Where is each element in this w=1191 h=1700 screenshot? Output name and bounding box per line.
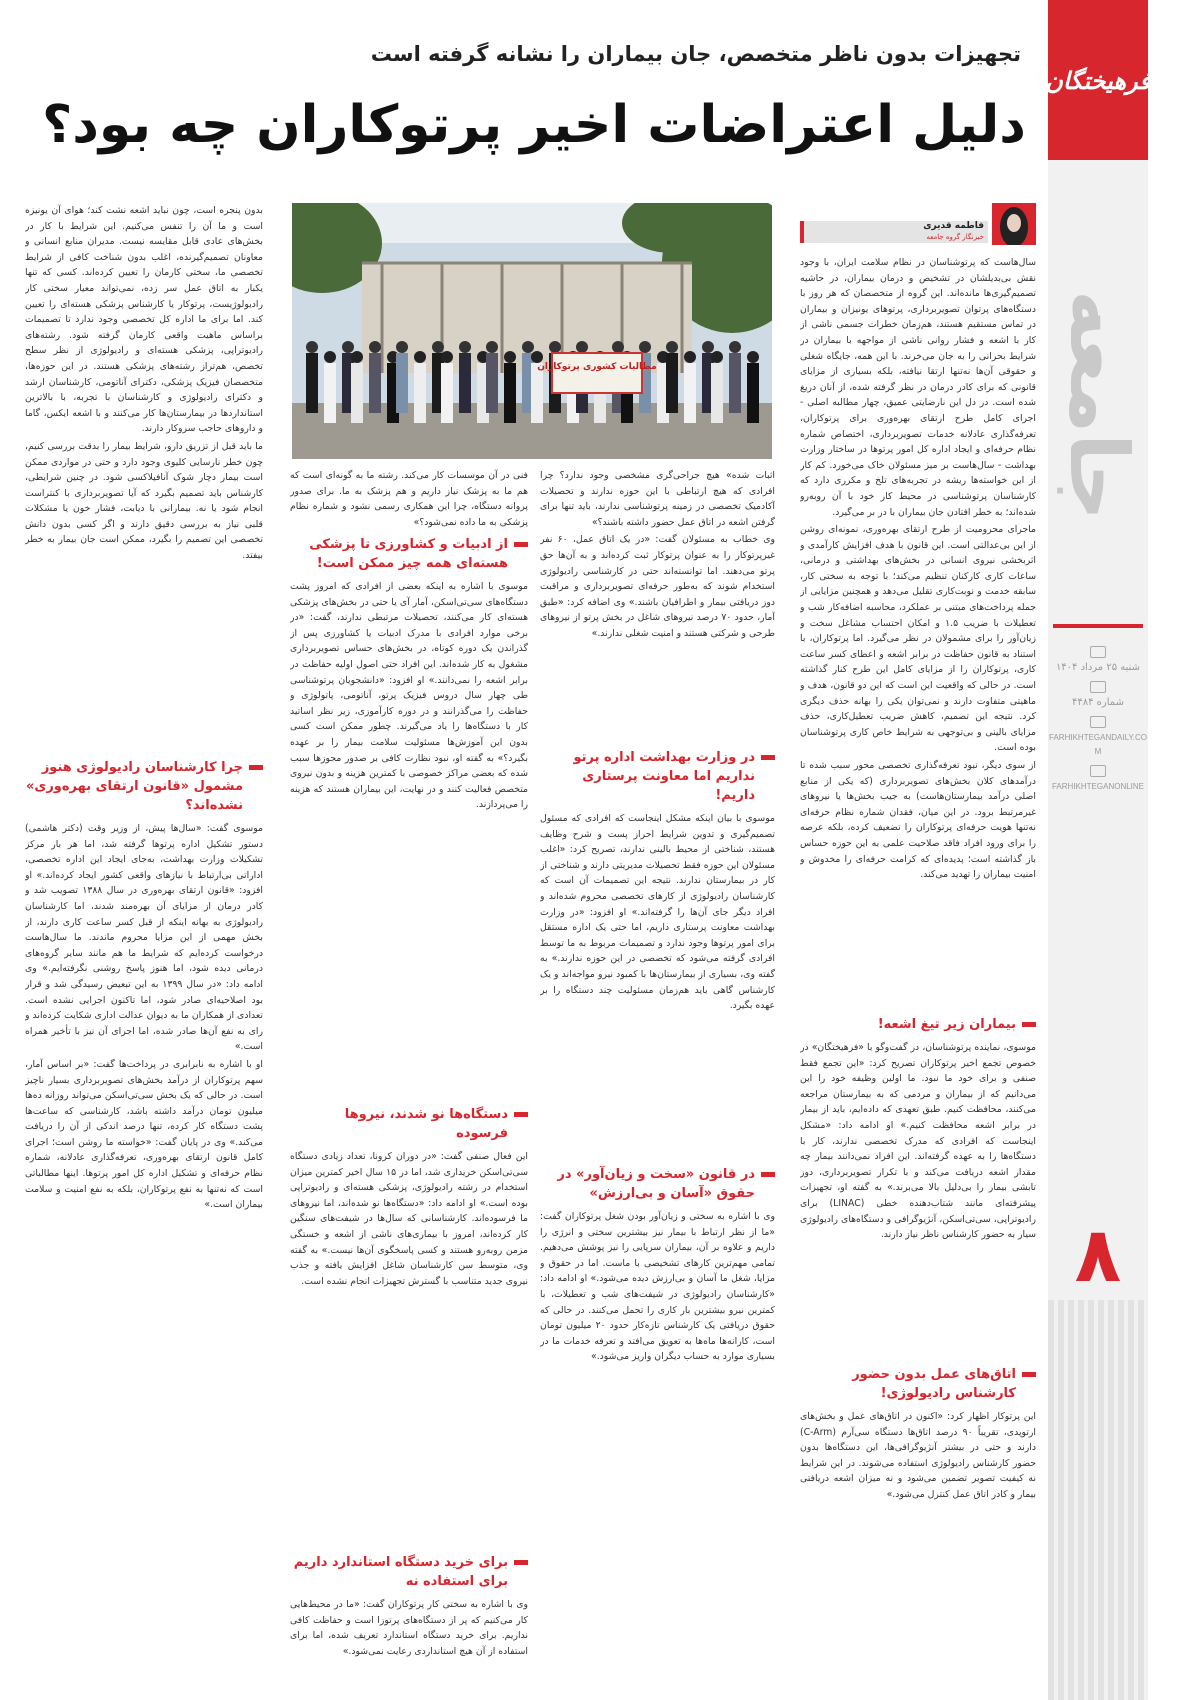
issue-date: شنبه ۲۵ مرداد ۱۴۰۴ bbox=[1055, 662, 1141, 673]
author-name: فاطمه قدیری bbox=[923, 221, 984, 231]
article-section bbox=[540, 748, 775, 1158]
author-box bbox=[800, 203, 1036, 245]
column-1 bbox=[25, 203, 263, 1693]
body-paragraph: موسوی گفت: «سال‌ها پیش، از وزیر وقت (دکتر هاشمی) دستور تشکیل اداره پرتوها گرفته شد، اما هر بار مرکز تشکیلات وزارت بهداشت، به‌جای ایجاد این اداره تخصصی، اداراتی بی‌ارتباط با نیازهای واقعی کشور ایجاد کرده‌اند.» او افزود: «قانون ارتقای بهره‌وری در سال ۱۳۸۸ تصویب شد و کادر درمان از مزایای آن بهره‌مند شدند، اما کارشناسان رادیولوژی به بهانه اینکه از قبل کسر ساعت کاری دارند، از بخش مهمی از این مزایا محروم ماندند. ما سال‌هاست درخواست کرده‌ایم که شرایط ما هم مانند سایر گروه‌های درمانی دیده شود، اما هنوز پاسخ روشنی نگرفته‌ایم.» وی ادامه داد: «در سال ۱۳۹۹ به این تبعیض رسیدگی شد و قرار بود اصلاحیه‌ای صادر شود، اما تاکنون اجرایی نشده است. تعدادی از همکاران ما به دیوان عدالت اداری شکایت کرده‌اند و رای به نفع آن‌ها صادر شده، اما اجرای آن نیز با تأخیر همراه است.» bbox=[25, 823, 263, 1053]
body-paragraph: ماجرای محرومیت از طرح ارتقای بهره‌وری، نمونه‌ای روشن از این بی‌عدالتی است. این قانون با هدف افزایش کارآمدی و اثربخشی نیروی انسانی در بخش‌های بهداشتی و درمانی، ساعات کاری کارکنان تنظیم می‌کند؛ با توجه به سختی کار، سابقه خدمت و نوبت‌کاری تقلیل می‌دهد و همچنین مزایایی از جمله پرداخت‌های مبتنی بر عملکرد، محاسبه اضافه‌کار شب و تعطیلات با ضریب ۱.۵ و امکان احتساب مشاغل سخت و زیان‌آور را برای مشمولان در نظر می‌گیرد. اما پرتوکاران، با استناد به قانون حفاظت در برابر اشعه و اعطای کسر ساعت کاری، پرتوکاران را از مزایای کامل این طرح کنار گذاشته است. در حالی که واقعیت این است که این دو قانون، هدف و ماهیتی متفاوت دارند و نمی‌توان یکی را بهانه حذف دیگری کرد. نتیجه این تصمیم، کاهش ضریب تعطیل‌کاری، حذف مزایای بالینی و بی‌توجهی به شرایط خاص کاری پرتوشناسان بوده است. bbox=[800, 524, 1036, 754]
divider bbox=[1053, 624, 1143, 628]
issue-number-icon bbox=[1090, 681, 1106, 693]
article-section bbox=[290, 1553, 528, 1693]
author-role: خبرنگار گروه جامعه bbox=[926, 233, 984, 241]
column-3 bbox=[540, 203, 775, 1693]
author-avatar bbox=[992, 203, 1036, 245]
body-paragraph: وی با اشاره به سختی و زیان‌آور بودن شغل پرتوکاران گفت: «ما از نظر ارتباط با بیمار نیز بیشترین سختی و انرژی را داریم و علاوه بر آن، بیماران سرپایی را نیز پوشش می‌دهیم. تمامی مهم‌ترین کارهای تشخیصی با ماست. اما در حقوق و مزایا، شغل ما آسان و بی‌ارزش دیده می‌شود.» او ادامه داد: «کارشناسان رادیولوژی در شیفت‌های شب و تعطیلات، با کمترین نیرو بیشترین بار کاری را تحمل می‌کنند. در حالی که حقوق دریافتی یک کارشناس تازه‌کار حدود ۲۰ میلیون تومان است، کارانه‌ها ماه‌ها به تعویق می‌افتد و تعرفه خدمات ما در بسیاری موارد به حساب دیگران واریز می‌شود.» bbox=[540, 1211, 775, 1363]
newspaper-logo: فرهیختگان bbox=[1048, 0, 1148, 160]
page-number: ۸ bbox=[1074, 1210, 1122, 1299]
calendar-icon bbox=[1090, 646, 1106, 658]
decorative-stripes bbox=[1048, 1300, 1148, 1700]
social-icon bbox=[1090, 765, 1106, 777]
body-paragraph: موسوی، نماینده پرتوشناسان، در گفت‌وگو با «فرهیختگان» در خصوص تجمع اخیر پرتوکاران تصریح کرد: «این تجمع فقط صنفی و برای خود ما نبود. ما اولین وظیفه خود را این می‌دانیم که از بیماران و مردمی که به بیمارستان مراجعه می‌کنند، محافظت کنیم. طبق تعهدی که داده‌ایم، باید از بیمار در برابر اشعه محافظت کنیم.» او ادامه داد: «مشکل اینجاست که افرادی که مدرک تخصصی ندارند، کار با دستگاه‌ها را به عهده گرفته‌اند. این افراد نمی‌دانند بیمار چه مقدار اشعه دریافت می‌کند و با تکرار تصویربرداری، دوز تابشی بیمار را بی‌دلیل بالا می‌برند.» به گفته او، تجهیزات پیشرفته‌ای مانند شتاب‌دهنده خطی (LINAC) برای رادیوتراپی، سی‌تی‌اسکن، آنژیوگرافی و دستگاه‌های رادیولوژی سیار به حضور کارشناس ناظر نیاز دارند. bbox=[800, 1042, 1036, 1241]
body-paragraph: موسوی با بیان اینکه مشکل اینجاست که افرادی که مسئول تصمیم‌گیری و تدوین شرایط احراز پست و شرح وظایف هستند، شناختی از محیط بالینی ندارند، تصریح کرد: «اغلب مسئولان این حوزه فقط تحصیلات مدیریتی دارند و شناختی از کار در بیمارستان ندارند. نتیجه این تصمیمات آن است که کارشناسان رادیولوژی از کارهای تخصصی محروم شده‌اند و افراد دیگر جای آن‌ها را گرفته‌اند.» او افزود: «در وزارت بهداشت معاونت پرستاری داریم، اما حتی یک اداره مستقل برای امور پرتوها وجود ندارد و تصمیمات مربوط به ما توسط افرادی گرفته می‌شود که تخصصی در این حوزه ندارند.» به گفته وی، بسیاری از بیمارستان‌ها با کمبود نیرو مواجه‌اند و یک کارشناس گاهی باید هم‌زمان مسئولیت چند دستگاه را بر عهده بگیرد. bbox=[540, 813, 775, 1012]
body-paragraph: سال‌هاست که پرتوشناسان در نظام سلامت ایران، با وجود نقش بی‌بدیلشان در تشخیص و درمان بیماران، در حاشیه تصمیم‌گیری‌ها مانده‌اند. این گروه از متخصصان که هر روز با دستگاه‌های پرتوان تصویربرداری، پرتوهای یونیزان و بیماران در تماس مستقیم هستند، هم‌زمان خطرات جسمی ناشی از کار با اشعه و فشار روانی ناشی از مواجهه با بیماران در شرایط بحرانی را به جان می‌خرند. با این همه، جایگاه شغلی و حقوقی آن‌ها نه‌تنها ارتقا نیافته، بلکه بسیاری از مزایای قانونی که برای کادر درمان در نظر گرفته شده، از آنان دریغ شده است. در دل این نارضایتی عمیق، چهار مطالبه اصلی - اجرای کامل طرح ارتقای بهره‌وری برای پرتوکاران، تعرفه‌گذاری عادلانه خدمات تصویربرداری، اختصاص شماره نظام حرفه‌ای و ایجاد اداره کل امور پرتوها در ساختار وزارت بهداشت - سال‌هاست بر میز مسئولان خاک می‌خورد. کم کار از این خواسته‌ها ریشه در تجربه‌های تلخ و مکرری دارد که کارشناسان پرتوشناسی در محیط کار خود با آن روبه‌رو شده‌اند؛ به خطر افتادن جان بیماران با در بر می‌گیرد. bbox=[800, 257, 1036, 518]
section-heading: بیماران زیر تیغ اشعه! bbox=[800, 1015, 1036, 1034]
section-heading: از ادبیات و کشاورزی تا پزشکی هسته‌ای همه چیز ممکن است! bbox=[290, 535, 528, 573]
body-paragraph: بدون پنجره است، چون نباید اشعه نشت کند؛ هوای آن یونیزه است و ما آن را تنفس می‌کنیم. این شرایط با کار در بخش‌های عادی قابل مقایسه نیست. مدیران منابع انسانی و معاونان تصمیم‌گیرنده، اغلب بدون شناخت کافی از شرایط تخصصی ما، سختی کارمان را تعیین کرده‌اند. کسی که تنها یکبار به اتاق عمل سر زده، نمی‌تواند معیار سختی کار رادیولوژیست، پرتوکار یا کارشناس پزشکی هسته‌ای را تعیین کند. اما برای ما اداره کل تخصصی وجود ندارد تا تصمیمات براساس ماهیت واقعی کارمان گرفته شود. رشته‌های رادیوتراپی، پزشکی هسته‌ای و رادیولوژی از نظر سطح تخصص، هم‌تراز رشته‌های پزشکی هستند. در این حوزه‌ها، متخصصان فیزیک پزشکی، دکترای آناتومی، کارشناسان ارشد و دکترای رادیولوژی و کارشناسان با تجربه، با بالاترین استانداردها در بیمارستان‌ها کار می‌کنند و با اشعه ایکس، گاما و داروهای حاجب سروکار دارند. bbox=[25, 205, 263, 435]
body-paragraph: از سوی دیگر، نبود تعرفه‌گذاری تخصصی محور سبب شده تا درآمدهای کلان بخش‌های تصویربرداری (که یکی از منابع اصلی درآمد بیمارستان‌هاست) به جیب بخش‌ها یا نیروهای غیرمرتبط برود. در این میان، فقدان شماره نظام حرفه‌ای نه‌تنها هویت حرفه‌ای پرتوکاران را تضعیف کرده، بلکه عرصه را برای ورود افراد فاقد صلاحیت علمی به این حوزه حساس باز گذاشته است؛ پدیده‌ای که کرامت حرفه‌ای را مخدوش و امنیت بیماران را تهدید می‌کند. bbox=[800, 760, 1036, 881]
section-heading: دستگاه‌ها نو شدند، نیروها فرسوده bbox=[290, 1105, 528, 1143]
article-section bbox=[540, 1165, 775, 1693]
body-paragraph: وی با اشاره به سختی کار پرتوکاران گفت: «ما در محیط‌هایی کار می‌کنیم که پر از دستگاه‌های پرتوزا است و حفاظت کافی نداریم. برای خرید دستگاه استاندارد تعریف شده، اما برای استفاده از آن هیچ استانداردی رعایت نمی‌شود.» bbox=[290, 1599, 528, 1657]
sidebar bbox=[1045, 0, 1151, 1700]
body-paragraph: این پرتوکار اظهار کرد: «اکنون در اتاق‌های عمل و بخش‌های ارتوپدی، تقریباً ۹۰ درصد اتاق‌ها دستگاه سی‌آرم (C-Arm) دارند و حتی در بیشتر آنژیوگرافی‌ها، این دستگاه‌ها بدون حضور کارشناس رادیولوژی استفاده می‌شوند. در این شرایط نه کیفیت تصویر تضمین می‌شود و نه میزان اشعه دریافتی بیمار و کادر اتاق عمل کنترل می‌شود.» bbox=[800, 1411, 1036, 1500]
article-section bbox=[25, 758, 263, 1693]
subheadline: تجهیزات بدون ناظر متخصص، جان بیماران را نشانه گرفته است bbox=[370, 42, 1021, 66]
article-section bbox=[25, 203, 263, 753]
article-section bbox=[800, 1015, 1036, 1360]
body-paragraph: فنی در آن موسسات کار می‌کند. رشته ما به گونه‌ای است که هم ما به پزشک نیاز داریم و هم پزشک به ما. برای صدور پروانه دستگاه، چرا این همکاری رسمی نشود و شماره نظام پزشکی به ما داده نمی‌شود؟» bbox=[290, 470, 528, 528]
body-paragraph: او با اشاره به نابرابری در پرداخت‌ها گفت: «بر اساس آمار، سهم پرتوکاران از درآمد بخش‌های تصویربرداری بسیار ناچیز است. در حالی که یک بخش سی‌تی‌اسکن می‌تواند روزانه ده‌ها میلیون تومان درآمد داشته باشد، کارشناسی که ساعت‌ها پشت دستگاه کار کرده، تنها درصد اندکی از آن را دریافت می‌کند.» وی در پایان گفت: «خواسته ما روشن است؛ اجرای کامل قانون ارتقای بهره‌وری، تعرفه‌گذاری عادلانه، شماره نظام حرفه‌ای و تشکیل اداره کل امور پرتوها. اینها مطالباتی است که نه‌تنها به نفع پرتوکاران، بلکه به نفع امنیت و سلامت بیماران است.» bbox=[25, 1058, 263, 1211]
body-paragraph: وی خطاب به مسئولان گفت: «در یک اتاق عمل، ۶۰ نفر غیرپرتوکار را به عنوان پرتوکار ثبت کرده‌اند و به آن‌ها حق پرتو می‌دهند. اما توانسته‌اند حتی در کارشناسی رادیولوژی استخدام شوند که به‌طور حرفه‌ای تصویربرداری و مراقبت دوز دریافتی بیمار و اطرافیان باشند.» وی اضافه کرد: «طبق آمار، حدود ۷۰ درصد نیروهای شاغل در بخش پرتو از نیروهای طرحی و شرکتی هستند و امنیت شغلی ندارند.» bbox=[540, 534, 775, 639]
article-section bbox=[800, 1365, 1036, 1693]
article-section bbox=[290, 468, 528, 530]
issue-info bbox=[1048, 640, 1148, 794]
article-section bbox=[800, 255, 1036, 1010]
body-paragraph: موسوی با اشاره به اینکه بعضی از افرادی که امروز پشت دستگاه‌های سی‌تی‌اسکن، آمار آی یا حتی در بخش‌های پزشکی هسته‌ای کار می‌کنند، تحصیلات مرتبطی ندارند، گفت: «در برخی موارد افرادی با مدرک ادبیات یا کشاورزی پس از گذراندن یک دوره کوتاه، در بخش‌های حساس تصویربرداری مشغول به کار شده‌اند. این افراد حتی اصول اولیه حفاظت در برابر اشعه را نمی‌دانند.» او افزود: «دانشجویان پرتوشناسی طی چهار سال دروس فیزیک پرتو، آناتومی، پاتولوژی و حفاظت را می‌گذرانند و در دوره کارآموزی، زیر نظر اساتید کار با دستگاه‌ها را یاد می‌گیرند. چطور ممکن است کسی بدون این آموزش‌ها مسئولیت سلامت بیمار را بر عهده بگیرد؟» به گفته او، نبود نظارت کافی بر صدور مجوزها سبب شده که بعضی مراکز خصوصی با کمترین هزینه و بدون نیروی متخصص فعالیت کنند و در نهایت، این بیماران هستند که هزینه را می‌پردازند. bbox=[290, 581, 528, 811]
body-paragraph: اثبات شده» هیچ جراحی‌گری مشخصی وجود ندارد؟ چرا افرادی که هیچ ارتباطی با این حوزه ندارند و تحصیلات آکادمیک تخصصی در زمینه پرتوشناسی ندارند، باید تنها برای گرفتن اشعه در اتاق عمل حضور داشته باشند؟» bbox=[540, 470, 775, 528]
website-link[interactable]: FARHIKHTEGANDAILY.COM bbox=[1049, 733, 1147, 756]
section-title: جامعه bbox=[1052, 289, 1145, 521]
article-section bbox=[290, 1105, 528, 1550]
section-heading: برای خرید دستگاه استاندارد داریم برای استفاده نه bbox=[290, 1553, 528, 1591]
protest-banner: مطالبات کشوری پرتوکاران bbox=[537, 362, 657, 372]
issue-number: شماره ۴۴۸۴ bbox=[1072, 697, 1124, 708]
social-handle[interactable]: FARHIKHTEGANONLINE bbox=[1051, 782, 1144, 791]
section-heading: در وزارت بهداشت اداره پرتو نداریم اما معاونت پرستاری داریم! bbox=[540, 748, 775, 805]
body-paragraph: این فعال صنفی گفت: «در دوران کرونا، تعداد زیادی دستگاه سی‌تی‌اسکن خریداری شد، اما در ۱۵ سال اخیر کمترین میزان استخدام در رشته رادیولوژی، پزشکی هسته‌ای و رادیوتراپی بوده است.» او ادامه داد: «دستگاه‌ها نو شده‌اند، اما نیروهای ما فرسوده‌اند. کارشناسانی که سال‌ها در شیفت‌های سنگین کار کرده‌اند، امروز با بیماری‌های ناشی از اشعه و خستگی مزمن روبه‌رو هستند و کسی پاسخگوی آن‌ها نیست.» به گفته وی، متوسط سن کارشناسان شاغل افزایش یافته و جذب نیروی جدید متناسب با گسترش تجهیزات انجام نشده است. bbox=[290, 1151, 528, 1287]
section-heading: چرا کارشناسان رادیولوژی هنوز مشمول «قانون ارتقای بهره‌وری» نشده‌اند؟ bbox=[25, 758, 263, 815]
website-icon bbox=[1090, 716, 1106, 728]
column-4 bbox=[800, 203, 1036, 1693]
headline: دلیل اعتراضات اخیر پرتوکاران چه بود؟ bbox=[42, 95, 1026, 155]
article-section bbox=[290, 535, 528, 1100]
column-2 bbox=[290, 203, 528, 1693]
section-heading: اتاق‌های عمل بدون حضور کارشناس رادیولوژی! bbox=[800, 1365, 1036, 1403]
article-section bbox=[540, 468, 775, 743]
body-paragraph: ما باید قبل از تزریق دارو، شرایط بیمار را بدقت بررسی کنیم، چون خطر نارسایی کلیوی وجود دارد و حتی در مواردی ممکن است بیمار دچار شوک آنافیلاکسی شود. در چنین شرایطی، کارشناس باید تصمیم بگیرد که آیا تصویربرداری با کنتراست انجام شود یا نه. بیمارانی با دیابت، فشار خون یا مشکلات قلبی نیاز به بررسی دقیق دارند و اگر کسی بدون دانش تخصصی این تصمیم را بگیرد، ممکن است جان بیمار به خطر بیفتد. bbox=[25, 440, 263, 562]
section-heading: در قانون «سخت و زیان‌آور» در حقوق «آسان و بی‌ارزش» bbox=[540, 1165, 775, 1203]
